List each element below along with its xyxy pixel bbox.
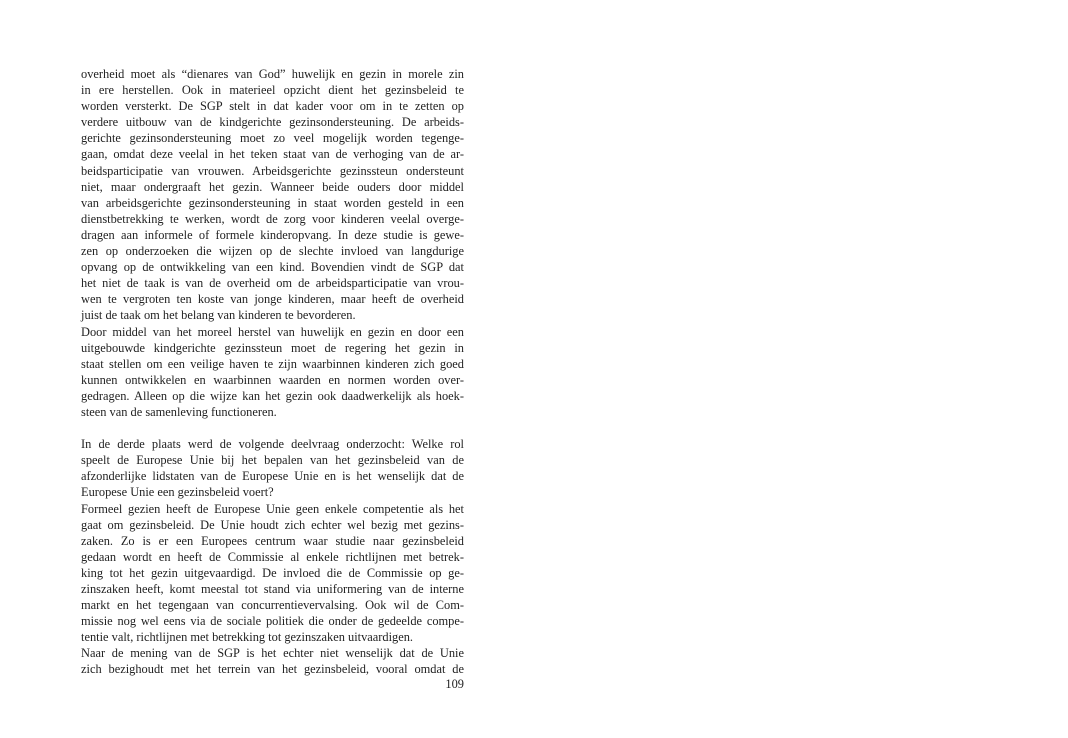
text-line: van arbeidsgerichte gezinsondersteuning in staat worden gesteld in een <box>81 195 464 210</box>
text-line: beidsparticipatie van vrouwen. Arbeidsgerichte gezinssteun ondersteunt <box>81 163 464 178</box>
text-line: niet, maar ondergraaft het gezin. Wanneer beide ouders door middel <box>81 179 464 194</box>
text-line: zich bezighoudt met het terrein van het gezinsbeleid, vooral omdat de <box>81 662 464 677</box>
text-line: gaat om gezinsbeleid. De Unie houdt zich echter wel bezig met gezins- <box>81 517 464 532</box>
text-line: zaken. Zo is er een Europees centrum waar studie naar gezinsbeleid <box>81 533 464 548</box>
text-line: uitgebouwde kindgerichte gezinssteun moet de regering het gezin in <box>81 340 464 355</box>
paragraph <box>81 436 464 500</box>
text-line: In de derde plaats werd de volgende deelvraag onderzocht: Welke rol <box>81 437 464 452</box>
text-line: king tot het gezin uitgevaardigd. De invloed die de Commissie op ge- <box>81 565 464 580</box>
text-line: in ere herstellen. Ook in materieel opzicht dient het gezinsbeleid te <box>81 83 464 98</box>
text-line: Europese Unie een gezinsbeleid voert? <box>81 485 274 500</box>
text-line: afzonderlijke lidstaten van de Europese Unie en is het wenselijk dat de <box>81 469 464 484</box>
text-line: tentie valt, richtlijnen met betrekking tot gezinszaken uitvaardigen. <box>81 630 414 645</box>
paragraph-gap <box>81 420 464 436</box>
text-line: het niet de taak is van de overheid om de arbeidsparticipatie van vrou- <box>81 276 464 291</box>
text-line: gerichte gezinsondersteuning moet zo veel mogelijk worden tegenge- <box>81 131 464 146</box>
paragraph <box>81 66 464 324</box>
text-line: Formeel gezien heeft de Europese Unie geen enkele competentie als het <box>81 501 464 516</box>
text-line: gedaan wordt en heeft de Commissie al enkele richtlijnen met betrek- <box>81 549 464 564</box>
text-line: gaan, omdat deze veelal in het teken staat van de verhoging van de ar- <box>81 147 464 162</box>
body-text <box>81 66 464 678</box>
text-line: zen op onderzoeken die wijzen op de slechte invloed van langdurige <box>81 244 464 259</box>
text-line: Naar de mening van de SGP is het echter niet wenselijk dat de Unie <box>81 646 464 661</box>
text-line: Door middel van het moreel herstel van huwelijk en gezin en door een <box>81 324 464 339</box>
text-line: verdere uitbouw van de kindgerichte gezinsondersteuning. De arbeids- <box>81 115 464 130</box>
paragraph <box>81 324 464 421</box>
text-line: overheid moet als “dienares van God” huwelijk en gezin in morele zin <box>81 67 464 81</box>
paragraph <box>81 645 464 677</box>
text-line: staat stellen om een veilige haven te zijn waarbinnen kinderen zich goed <box>81 356 464 371</box>
text-line: wen te vergroten ten koste van jonge kinderen, maar heeft de overheid <box>81 292 464 307</box>
text-line: opvang op de ontwikkeling van een kind. Bovendien vindt de SGP dat <box>81 260 464 275</box>
text-line: speelt de Europese Unie bij het bepalen van het gezinsbeleid van de <box>81 453 464 468</box>
text-line: missie nog wel eens via de sociale politiek die onder de gedeelde compe- <box>81 614 464 629</box>
text-line: steen van de samenleving functioneren. <box>81 404 277 419</box>
paragraph <box>81 501 464 646</box>
text-line: zinszaken heeft, komt meestal tot stand via uniformering van de interne <box>81 582 464 596</box>
text-line: worden versterkt. De SGP stelt in dat kader voor om in te zetten op <box>81 99 464 114</box>
page-number: 109 <box>445 677 464 691</box>
text-line: dragen aan informele of formele kinderopvang. In deze studie is gewe- <box>81 227 464 242</box>
text-line: juist de taak om het belang van kinderen te bevorderen. <box>81 308 356 323</box>
text-line: dienstbetrekking te werken, wordt de zorg voor kinderen veelal overge- <box>81 211 464 226</box>
text-line: kunnen ontwikkelen en waarbinnen waarden en normen worden over- <box>81 372 464 387</box>
text-line: markt en het tegengaan van concurrentievervalsing. Ook wil de Com- <box>81 598 464 613</box>
text-line: gedragen. Alleen op die wijze kan het gezin ook daadwerkelijk als hoek- <box>81 388 464 403</box>
